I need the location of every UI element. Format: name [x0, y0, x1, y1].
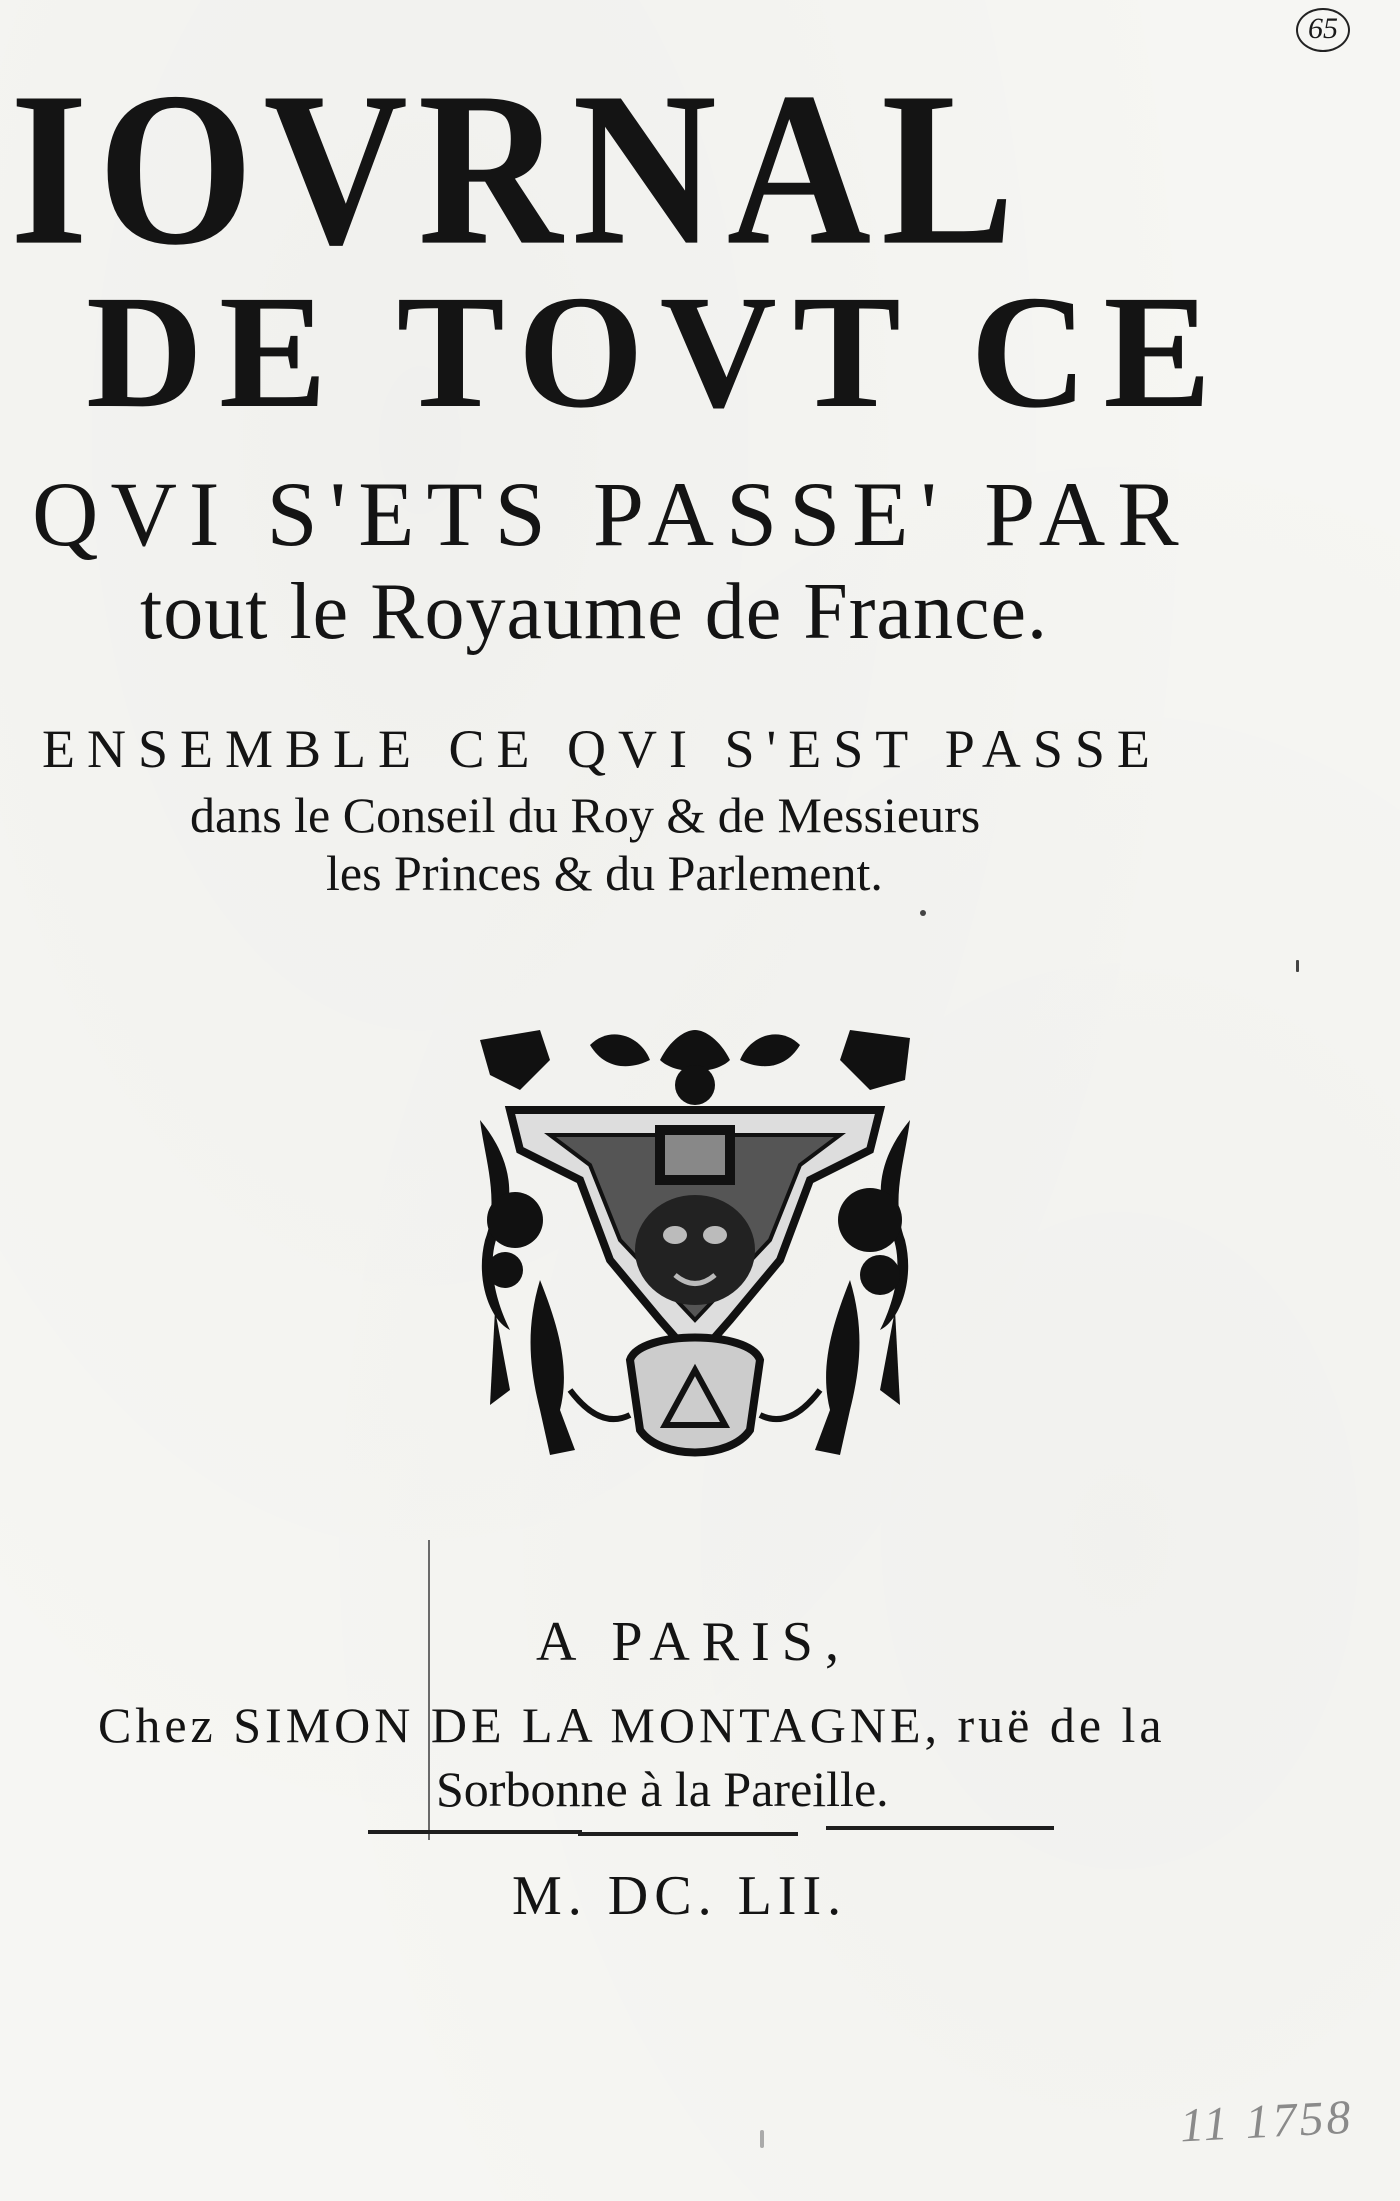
title-line-4: tout le Royaume de France. — [140, 568, 1048, 656]
speck — [760, 2130, 764, 2148]
imprint-date: M. DC. LII. — [512, 1865, 848, 1927]
vertical-rule — [428, 1540, 430, 1840]
shelfmark-annotation: 11 1758 — [1178, 2090, 1355, 2153]
imprint-address: Sorbonne à la Pareille. — [436, 1761, 889, 1817]
subtitle-line-3: les Princes & du Parlement. — [326, 845, 883, 901]
imprint-rule-left — [368, 1830, 582, 1834]
subtitle-line-2: dans le Conseil du Roy & de Messieurs — [190, 787, 981, 843]
imprint-publisher: Chez SIMON DE LA MONTAGNE, ruë de la — [98, 1697, 1166, 1753]
title-line-1: IOVRNAL — [10, 47, 1025, 292]
speck — [1296, 960, 1299, 972]
imprint-rule-middle — [578, 1832, 798, 1836]
title-line-3: QVI S'ETS PASSE' PAR — [32, 463, 1191, 565]
folio-number: 65 — [1296, 8, 1350, 52]
subtitle-line-1: ENSEMBLE CE QVI S'EST PASSE — [42, 719, 1162, 779]
title-line-2: DE TOVT CE — [86, 263, 1228, 442]
imprint-city: A PARIS, — [536, 1611, 851, 1673]
printers-ornament — [480, 1030, 910, 1465]
imprint-rule-right — [826, 1826, 1054, 1830]
speck — [920, 910, 926, 916]
